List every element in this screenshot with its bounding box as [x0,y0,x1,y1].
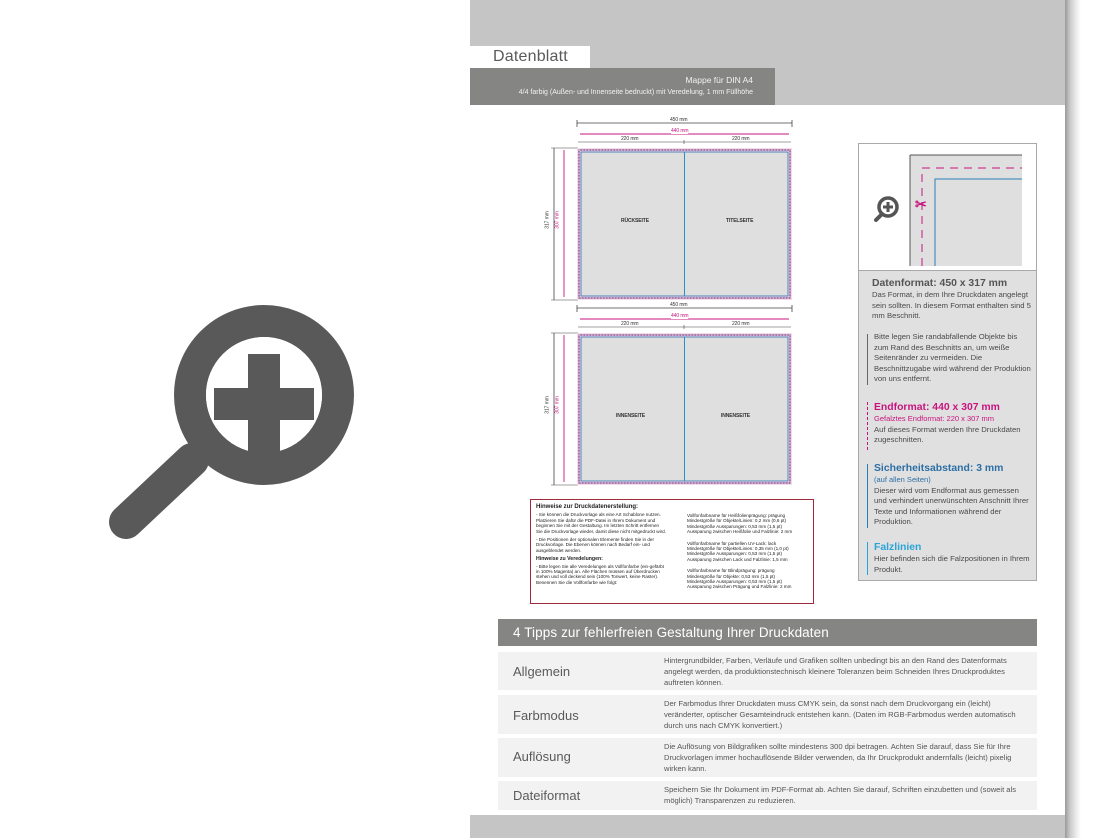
panel-label-left: INNENSEITE [616,413,646,419]
tip-text: Speichern Sie Ihr Dokument im PDF-Format ab. Achten Sie darauf, Schriften einzubetten und (soweit als möglich) Transparenzen zu reduzieren. [664,785,1017,805]
endformat-bar [867,402,868,450]
legend-datenformat: Datenformat: 450 x 317 mm Das Format, in dem Ihre Druckdaten angelegt sein sollten. In diesem Format enthalten sind 5 mm Beschnitt. [872,278,1031,321]
zoom-in-icon[interactable] [100,300,360,540]
finishing-block-hotfoil: Vollfonfarbname für Heißfolienprägung: prägung Mindestgröße für Objekte/Linien: 0,2 mm (0,6 pt) Mindestgröße Aussparungen: 0,53 mm (1,5 pt) Aussparung zwischen Heißfolie und Falzlinie: 2 mm [687,513,793,535]
falz-bar [867,542,868,575]
dim-total-height: 317 mm [544,396,551,414]
dim-total-height: 317 mm [544,211,551,229]
corner-preview [859,144,1036,271]
tip-text: Hintergrundbilder, Farben, Verläufe und Grafiken sollten unbedingt bis an den Rand des Datenformats angelegt werden, da produktionstechnisch kleinere Toleranzen beim Schneiden Ihres Druckproduktes auftreten können. [664,656,1007,687]
panel-label-left: RÜCKSEITE [621,218,649,224]
legend-panel [858,143,1037,581]
dim-right-half: 220 mm [732,136,750,142]
dim-total-width: 450 mm [670,302,688,308]
dim-right-half: 220 mm [732,321,750,327]
zoom-in-icon [876,198,897,220]
tip-row-dateiformat [498,781,1037,810]
sicherheit-bar [867,464,868,528]
diagram-inside [545,302,805,492]
legend-falzlinien: Falzlinien Hier befinden sich die Falzpositionen in Ihrem Produkt. [874,542,1030,574]
product-header [470,68,775,105]
tip-label: Allgemein [513,664,571,679]
tip-text: Die Auflösung von Bildgrafiken sollte mindestens 300 dpi betragen. Achten Sie darauf, dass Sie für Ihre Druckvorlagen immer hochauflösende Bilder verwenden, da Ihr Druckprodukt andernfalls (leicht) pixelig wirken kann. [664,742,1012,773]
dim-final-height: 307 mm [554,211,561,229]
dim-final-width: 440 mm [671,128,689,134]
legend-beschnitt-note: Bitte legen Sie randabfallende Objekte bis zum Rand des Beschnitts an, um weiße Seitenränder zu vermeiden. Die Beschnittzugabe wird während der Produktion von uns entfernt. [874,332,1031,384]
footer-band [470,815,1065,838]
product-title: Mappe für DIN A4 [685,75,753,85]
tip-row-farbmodus [498,695,1037,734]
page-title: Datenblatt [470,46,590,68]
print-notes-box [530,499,814,604]
dim-final-height: 307 mm [554,396,561,414]
scissors-icon: ✂ [915,196,927,212]
finishing-block-uv-lack: Vollfonfarbname für partiellen UV-Lack: lack Mindestgröße für Objekte/Linien: 0,35 mm (1,0 pt) Mindestgröße Aussparungen: 0,53 mm (1,5 pt) Aussparung zwischen Lack und Falzlinie: 1,5 mm [687,540,789,562]
tip-row-allgemein [498,652,1037,690]
note-item: - Die Positionen der optionalen Elemente finden Sie in der Druckvorlage. Die Ebenen können nach Bedarf ein- und ausgeblendet werden. [536,537,654,553]
notes-heading-finishing: Hinweise zu Veredelungen: [536,556,603,563]
legend-endformat: Endformat: 440 x 307 mm Gefalztes Endformat: 220 x 307 mm Auf dieses Format werden Ihre Druckdaten zugeschnitten. [874,402,1021,445]
panel-label-right: TITELSEITE [726,218,754,224]
dim-final-width: 440 mm [671,313,689,319]
tips-heading: 4 Tipps zur fehlerfreien Gestaltung Ihrer Druckdaten [498,619,1037,646]
panel-label-right: INNENSEITE [721,413,751,419]
datenformat-heading: Datenformat: 450 x 317 mm [872,278,1008,289]
diagram-outside [545,117,805,307]
product-subtitle: 4/4 farbig (Außen- und Innenseite bedruckt) mit Veredelung, 1 mm Füllhöhe [518,89,753,96]
dim-left-half: 220 mm [621,321,639,327]
note-item: - Bitte legen Sie alle Veredelungen als Vollfonfarbe (ein-gefärbt in 100% Magenta) an. Alle Flächen müssen auf Überdrucken stehen und voll deckend sein (100% Tonwert, keine Raster). Benennen Sie die Vollfonfarbe wie folgt: [536,563,664,585]
datasheet-page [470,0,1065,838]
tip-text: Der Farbmodus Ihrer Druckdaten muss CMYK sein, da sonst nach dem Druckvorgang ein (leicht) veränderter, optischer Gesamteindruck entstehen kann. (Daten im RGB-Farbmodus werden automatisch durch uns nach CMYK konvertiert.) [664,699,1016,730]
beschnitt-bar [867,334,868,385]
finishing-block-blind-emboss: Vollfonfarbname für Blindprägung: prägung Mindestgröße für Objekte: 0,53 mm (1,5 pt) Mindestgröße Aussparungen: 0,53 mm (1,5 pt) Aussparung zwischen Prägung und Falzlinie: 2 mm [687,568,792,590]
note-item: - Sie können die Druckvorlage als eine Art Schablone nutzen. Platzieren Sie dafür die PDF-Datei in Ihrem Dokument und beginnen Sie mit der Gestaltung. Im letzten Schritt entfernen Sie die Druckvorlage wieder, damit diese nicht mitgedruckt wird. [536,512,666,534]
tip-label: Auflösung [513,749,571,764]
dim-left-half: 220 mm [621,136,639,142]
dim-total-width: 450 mm [670,117,688,123]
tip-label: Dateiformat [513,788,581,803]
legend-sicherheitsabstand: Sicherheitsabstand: 3 mm (auf allen Seiten) Dieser wird vom Endformat aus gemessen und verhindert unerwünschten Anschnitt Ihrer Texte und Informationen während der Produktion. [874,463,1029,527]
tip-row-aufloesung [498,738,1037,777]
page-shadow [1065,0,1081,838]
tip-label: Farbmodus [513,708,579,723]
notes-heading: Hinweise zur Druckdatenerstellung: [536,504,639,510]
